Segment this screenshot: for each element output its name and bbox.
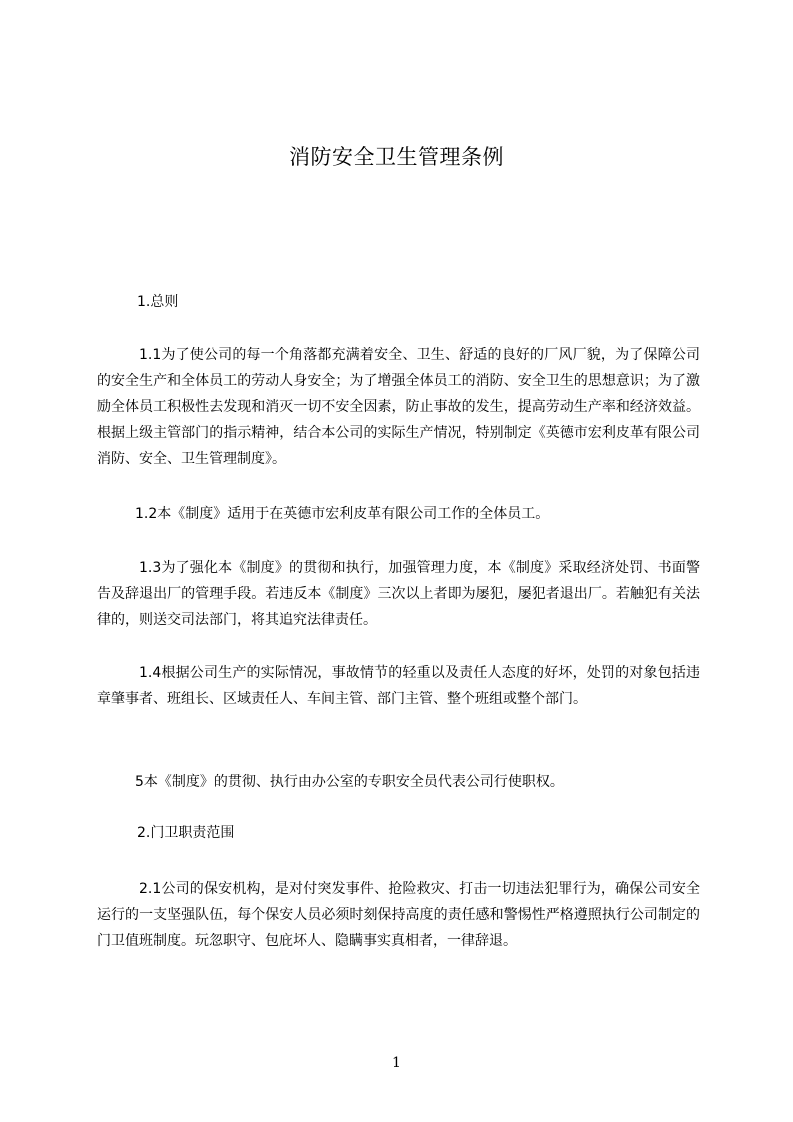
paragraph-1-3: 1.3为了强化本《制度》的贯彻和执行，加强管理力度，本《制度》采取经济处罚、书面警告及辞退出厂的管理手段。若违反本《制度》三次以上者即为屡犯，屡犯者退出厂。若触犯有关法律的，则送交司法部门，将其追究法律责任。 [97,560,700,628]
paragraph-1-2: 1.2本《制度》适用于在英德市宏利皮革有限公司工作的全体员工。 [135,506,550,522]
page-number: 1 [392,1055,401,1071]
section-heading-guard-duties: 2.门卫职责范围 [137,825,235,841]
section-heading-general: 1.总则 [137,294,179,310]
paragraph-1-1: 1.1为了使公司的每一个角落都充满着安全、卫生、舒适的良好的厂风厂貌，为了保障公司的安全生产和全体员工的劳动人身安全；为了增强全体员工的消防、安全卫生的思想意识；为了激励全体员工积极性去发现和消灭一切不安全因素，防止事故的发生，提高劳动生产率和经济效益。根据上级主管部门的指示精神，结合本公司的实际生产情况，特别制定《英德市宏利皮革有限公司消防、安全、卫生管理制度》。 [97,347,700,467]
document-title: 消防安全卫生管理条例 [289,145,504,169]
paragraph-1-4: 1.4根据公司生产的实际情况，事故情节的轻重以及责任人态度的好坏，处罚的对象包括违章肇事者、班组长、区域责任人、车间主管、部门主管、整个班组或整个部门。 [97,665,700,707]
paragraph-1-5: 5本《制度》的贯彻、执行由办公室的专职安全员代表公司行使职权。 [135,774,564,790]
paragraph-2-1: 2.1公司的保安机构，是对付突发事件、抢险救灾、打击一切违法犯罪行为，确保公司安全运行的一支坚强队伍，每个保安人员必须时刻保持高度的责任感和警惕性严格遵照执行公司制定的门卫值班制度。玩忽职守、包庇坏人、隐瞒事实真相者，一律辞退。 [97,881,700,949]
